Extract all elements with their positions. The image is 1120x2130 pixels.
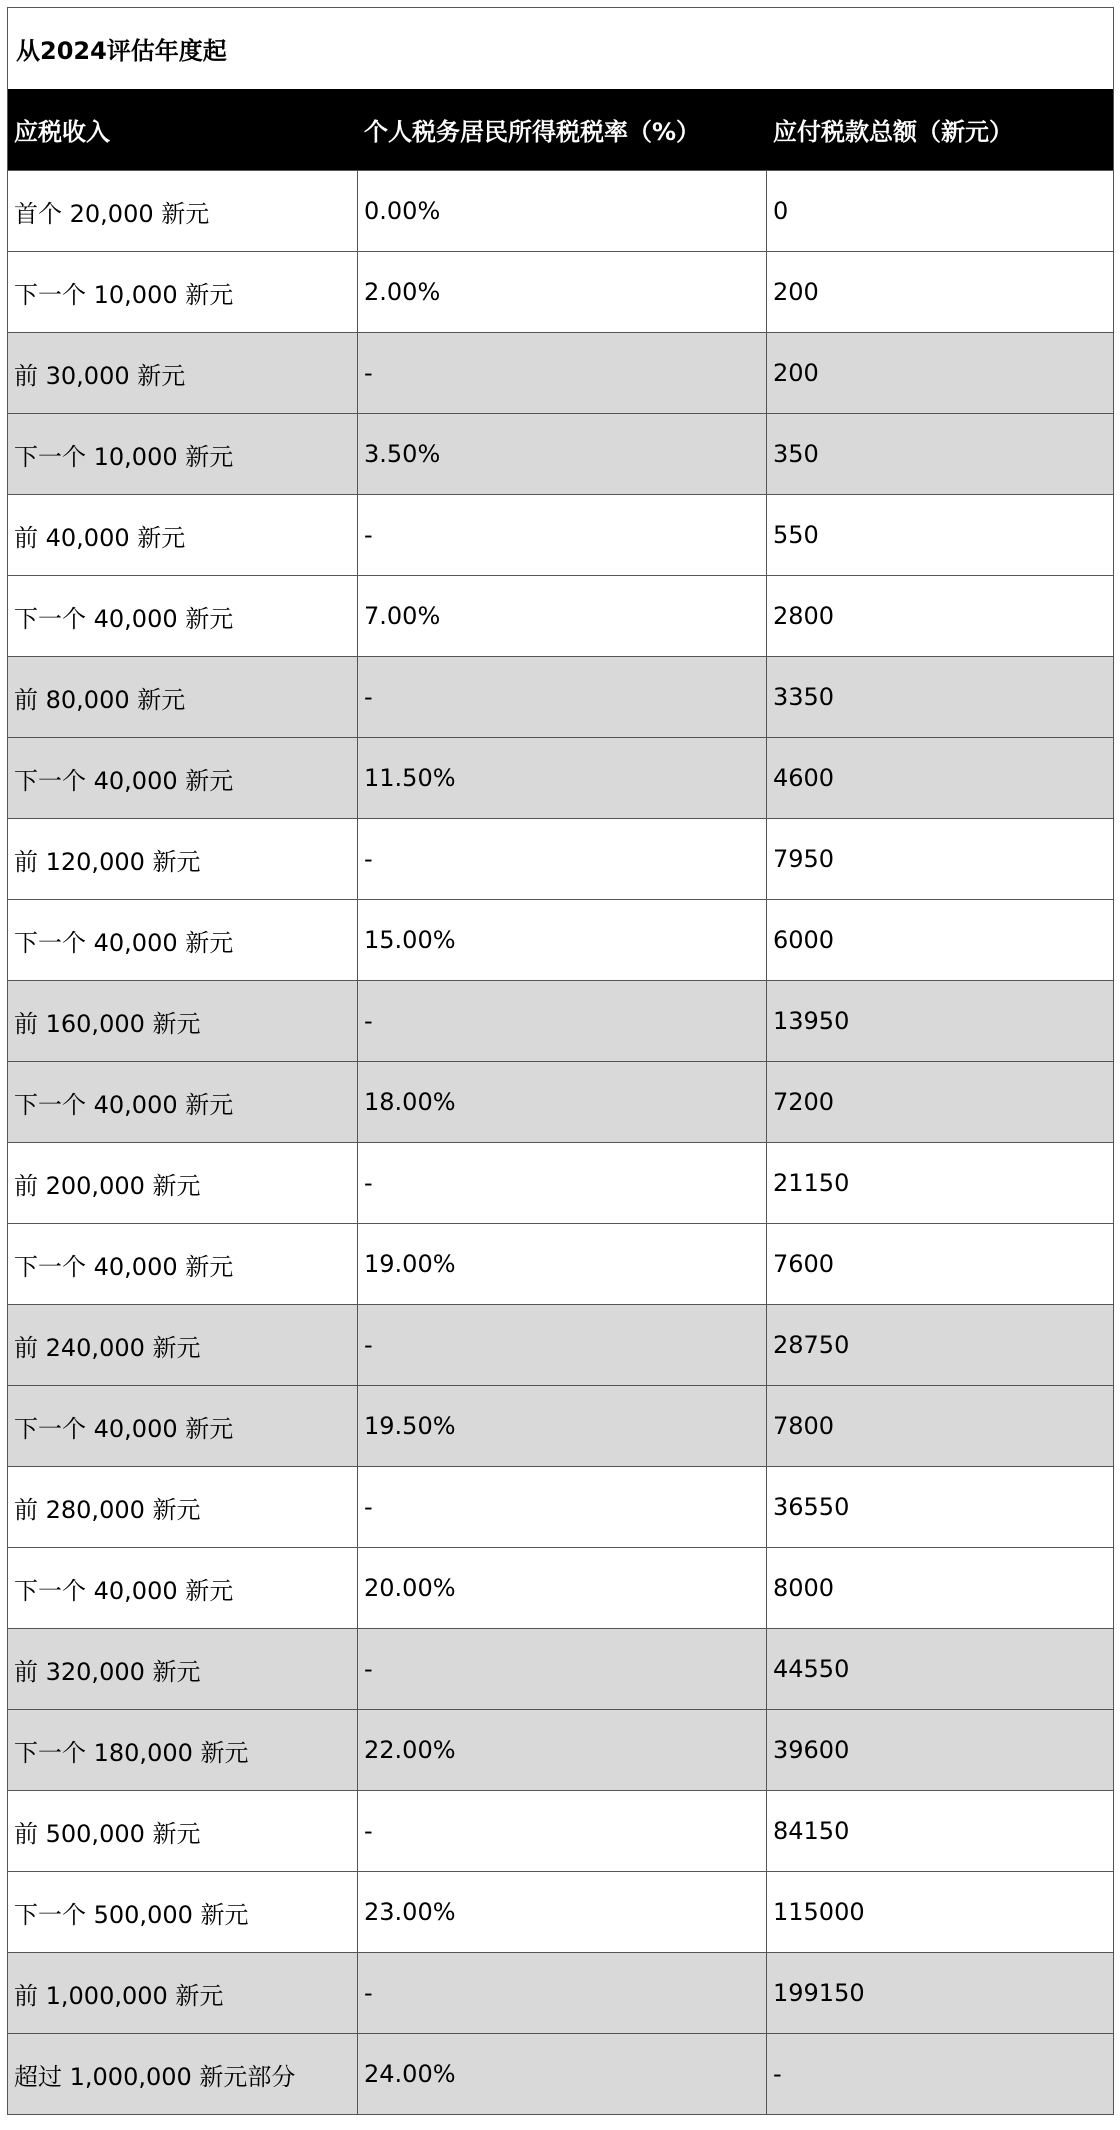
cell-taxable-income: 下一个 40,000 新元 [8,1062,358,1142]
cell-tax-rate: - [358,1791,767,1871]
cell-total-tax: 4600 [773,764,835,792]
cell-taxable-income: 前 40,000 新元 [8,495,358,575]
cell-tax-rate: 2.00% [358,252,767,332]
table-row [8,737,1113,818]
cell-taxable-income: 下一个 40,000 新元 [8,900,358,980]
cell-tax-rate: 7.00% [358,576,767,656]
cell-taxable-income: 超过 1,000,000 新元部分 [8,2034,358,2114]
table-row [8,575,1113,656]
cell-total-tax: 39600 [773,1736,850,1764]
header-tax-rate: 个人税务居民所得税税率（%） [364,118,701,146]
table-row [8,1952,1113,2033]
cell-taxable-income: 前 1,000,000 新元 [8,1953,358,2033]
cell-total-tax: 84150 [773,1817,850,1845]
cell-taxable-income: 前 200,000 新元 [8,1143,358,1223]
cell-tax-rate: - [358,1305,767,1385]
cell-taxable-income: 前 120,000 新元 [8,819,358,899]
cell-total-tax: 36550 [773,1493,850,1521]
cell-total-tax: 21150 [773,1169,850,1197]
table-row [8,980,1113,1061]
cell-total-tax: 7800 [773,1412,835,1440]
table-row [8,1304,1113,1385]
table-row [8,1871,1113,1952]
table-row [8,1142,1113,1223]
cell-tax-rate: - [358,819,767,899]
cell-tax-rate: 24.00% [358,2034,767,2114]
table-row [8,899,1113,980]
cell-total-tax: 7950 [773,845,835,873]
cell-tax-rate: - [358,1629,767,1709]
cell-taxable-income: 前 280,000 新元 [8,1467,358,1547]
table-row [8,656,1113,737]
cell-tax-rate: 19.00% [358,1224,767,1304]
cell-total-tax: 6000 [773,926,835,954]
cell-tax-rate: 20.00% [358,1548,767,1628]
table-row [8,1628,1113,1709]
cell-tax-rate: - [358,495,767,575]
header-taxable-income: 应税收入 [14,118,110,146]
table-row [8,1547,1113,1628]
cell-taxable-income: 下一个 40,000 新元 [8,738,358,818]
cell-total-tax: 8000 [773,1574,835,1602]
cell-total-tax: 28750 [773,1331,850,1359]
cell-total-tax: 7200 [773,1088,835,1116]
cell-taxable-income: 前 500,000 新元 [8,1791,358,1871]
cell-tax-rate: 11.50% [358,738,767,818]
cell-tax-rate: 22.00% [358,1710,767,1790]
table-header-row [8,89,1113,170]
cell-taxable-income: 下一个 10,000 新元 [8,252,358,332]
cell-taxable-income: 下一个 40,000 新元 [8,576,358,656]
table-title: 从2024评估年度起 [16,37,227,65]
cell-taxable-income: 下一个 40,000 新元 [8,1548,358,1628]
cell-total-tax: 550 [773,521,819,549]
cell-taxable-income: 下一个 500,000 新元 [8,1872,358,1952]
table-row [8,494,1113,575]
cell-total-tax: 44550 [773,1655,850,1683]
cell-total-tax: 7600 [773,1250,835,1278]
cell-tax-rate: 23.00% [358,1872,767,1952]
header-total-tax: 应付税款总额（新元） [773,118,1013,146]
cell-taxable-income: 前 160,000 新元 [8,981,358,1061]
table-row [8,1223,1113,1304]
cell-tax-rate: - [358,1143,767,1223]
cell-tax-rate: 19.50% [358,1386,767,1466]
cell-tax-rate: 15.00% [358,900,767,980]
cell-total-tax: 199150 [773,1979,865,2007]
cell-total-tax: 3350 [773,683,835,711]
cell-tax-rate: - [358,1953,767,2033]
cell-total-tax: 13950 [773,1007,850,1035]
table-row [8,1385,1113,1466]
cell-taxable-income: 首个 20,000 新元 [8,171,358,251]
cell-total-tax: 2800 [773,602,835,630]
tax-rate-table [7,7,1114,2115]
cell-taxable-income: 前 320,000 新元 [8,1629,358,1709]
cell-taxable-income: 前 80,000 新元 [8,657,358,737]
cell-total-tax: 115000 [773,1898,865,1926]
cell-tax-rate: 0.00% [358,171,767,251]
table-row [8,170,1113,251]
table-row [8,1466,1113,1547]
cell-total-tax: - [773,2060,782,2088]
cell-total-tax: 0 [773,197,789,225]
cell-tax-rate: 3.50% [358,414,767,494]
cell-taxable-income: 前 240,000 新元 [8,1305,358,1385]
table-row [8,251,1113,332]
table-row [8,332,1113,413]
cell-taxable-income: 前 30,000 新元 [8,333,358,413]
table-row [8,2033,1113,2114]
cell-total-tax: 200 [773,278,819,306]
table-row [8,1061,1113,1142]
cell-tax-rate: - [358,1467,767,1547]
cell-taxable-income: 下一个 40,000 新元 [8,1386,358,1466]
cell-tax-rate: - [358,657,767,737]
cell-tax-rate: - [358,333,767,413]
cell-taxable-income: 下一个 180,000 新元 [8,1710,358,1790]
table-row [8,1790,1113,1871]
table-body [8,170,1113,2114]
table-row [8,1709,1113,1790]
cell-total-tax: 200 [773,359,819,387]
cell-taxable-income: 下一个 10,000 新元 [8,414,358,494]
cell-tax-rate: 18.00% [358,1062,767,1142]
table-row [8,413,1113,494]
cell-total-tax: 350 [773,440,819,468]
cell-taxable-income: 下一个 40,000 新元 [8,1224,358,1304]
table-row [8,818,1113,899]
cell-tax-rate: - [358,981,767,1061]
